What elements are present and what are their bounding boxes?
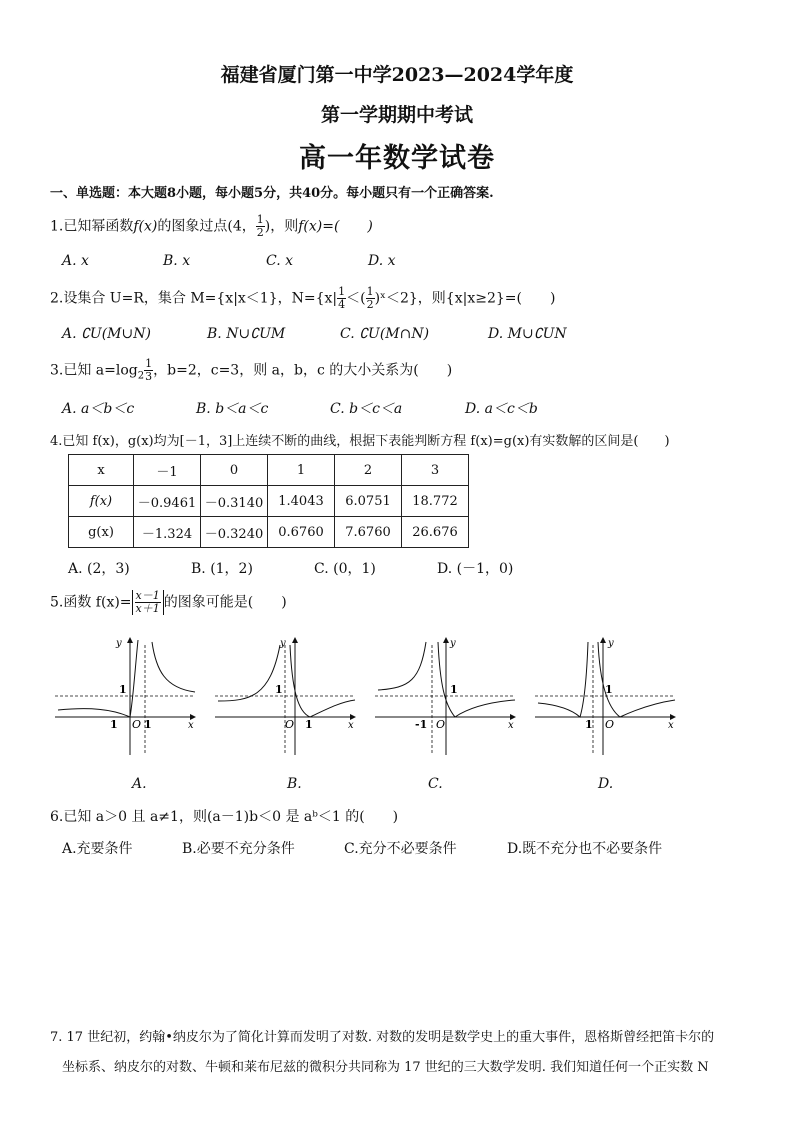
q1-option-b[interactable]: B. x (163, 253, 191, 269)
q5-option-b[interactable]: B. (287, 776, 302, 792)
school-title: 福建省厦门第一中学2023—2024学年度 (220, 64, 574, 86)
graph-c[interactable] (375, 638, 515, 755)
svg-text:O: O (132, 718, 142, 731)
svg-text:O: O (605, 718, 615, 731)
svg-text:1: 1 (450, 683, 458, 696)
q5-option-d[interactable]: D. (598, 776, 614, 792)
svg-text:1: 1 (144, 718, 152, 731)
svg-text:x: x (348, 720, 354, 731)
svg-text:O: O (285, 718, 295, 731)
section-heading: 一、单选题：本大题8小题，每小题5分，共40分。每小题只有一个正确答案. (50, 186, 494, 201)
q3-option-d[interactable]: D. a＜c＜b (465, 401, 538, 417)
q4-option-b[interactable]: B. (1，2) (191, 561, 253, 577)
paper-title: 高一年数学试卷 (299, 143, 495, 174)
svg-text:1: 1 (275, 683, 283, 696)
graph-b[interactable] (215, 638, 355, 755)
table-row: x －1 0 1 2 3 (69, 455, 469, 486)
question-6: 6.已知 a＞0 且 a≠1，则(a－1)b＜0 是 aᵇ＜1 的( ) (50, 809, 399, 825)
svg-text:y: y (280, 638, 286, 649)
q6-option-a[interactable]: A.充要条件 (62, 841, 133, 857)
q4-option-c[interactable]: C. (0，1) (314, 561, 376, 577)
svg-text:-1: -1 (415, 718, 428, 731)
svg-text:x: x (508, 720, 514, 731)
q5-option-a[interactable]: A. (132, 776, 147, 792)
q2-option-b[interactable]: B. N∪∁UM (207, 326, 286, 342)
q3-option-a[interactable]: A. a＜b＜c (62, 401, 135, 417)
graph-a[interactable] (55, 638, 195, 755)
svg-text:x: x (668, 720, 674, 731)
question-4: 4.已知 f(x)，g(x)均为[－1，3]上连续不断的曲线，根据下表能判断方程 f(x)=g(x)有实数解的区间是( ) (50, 434, 670, 449)
q6-option-c[interactable]: C.充分不必要条件 (344, 841, 457, 857)
graph-d[interactable] (535, 638, 675, 755)
svg-text:1: 1 (605, 683, 613, 696)
table-row: g(x) －1.324 －0.3240 0.6760 7.6760 26.676 (69, 517, 469, 548)
table-row: f(x) －0.9461 －0.3140 1.4043 6.0751 18.772 (69, 486, 469, 517)
svg-text:1: 1 (585, 718, 593, 731)
question-2: 2.设集合 U=R，集合 M={x|x＜1}，N={x| $\frac{1}{4}$ ＜( $\frac{1}{2}$ )ˣ＜2}，则{x|x≥2}=( ) (50, 285, 556, 311)
svg-text:x: x (188, 720, 194, 731)
question-1: 1.已知幂函数f(x)的图象过点(4， $\frac{1}{2}$ )，则f(x)=( ) (50, 213, 373, 239)
q2-option-a[interactable]: A. ∁U(M∪N) (62, 326, 151, 342)
q3-option-c[interactable]: C. b＜c＜a (330, 401, 403, 417)
exam-title: 第一学期期中考试 (320, 104, 473, 126)
fraction: $\frac{1}{2}$ (256, 213, 264, 239)
svg-text:y: y (450, 638, 456, 649)
svg-text:1: 1 (110, 718, 118, 731)
svg-text:y: y (116, 638, 122, 649)
q5-option-c[interactable]: C. (428, 776, 443, 792)
q6-option-b[interactable]: B.必要不充分条件 (182, 841, 295, 857)
q4-option-d[interactable]: D. (－1，0) (437, 561, 514, 577)
data-table (68, 454, 469, 548)
q1-option-a[interactable]: A. x (62, 253, 89, 269)
q4-option-a[interactable]: A. (2，3) (68, 561, 130, 577)
svg-text:1: 1 (119, 683, 127, 696)
q2-option-d[interactable]: D. M∪∁UN (488, 326, 567, 342)
svg-text:1: 1 (305, 718, 313, 731)
q2-option-c[interactable]: C. ∁U(M∩N) (340, 326, 430, 342)
q3-option-b[interactable]: B. b＜a＜c (196, 401, 269, 417)
question-3: 3.已知 $a=\log_2$ $\frac{1}{3}$ ，b=2，c=3，则 a，b，c 的大小关系为( ) (50, 357, 453, 383)
question-7-line-2: 坐标系、纳皮尔的对数、牛顿和莱布尼兹的微积分共同称为 17 世纪的三大数学发明. 我们知道任何一个正实数 N (62, 1060, 709, 1075)
q1-option-d[interactable]: D. x (368, 253, 396, 269)
svg-text:y: y (608, 638, 614, 649)
q6-option-d[interactable]: D.既不充分也不必要条件 (507, 841, 663, 857)
svg-text:O: O (436, 718, 446, 731)
q5-graphs (50, 630, 690, 770)
question-7-line-1: 7. 17 世纪初，约翰•纳皮尔为了简化计算而发明了对数. 对数的发明是数学史上的重大事件，恩格斯曾经把笛卡尔的 (50, 1030, 715, 1045)
question-5: 5.函数 f(x)= $\frac{x-1}{x+1}$ 的图象可能是( ) (50, 589, 287, 615)
q1-option-c[interactable]: C. x (266, 253, 294, 269)
